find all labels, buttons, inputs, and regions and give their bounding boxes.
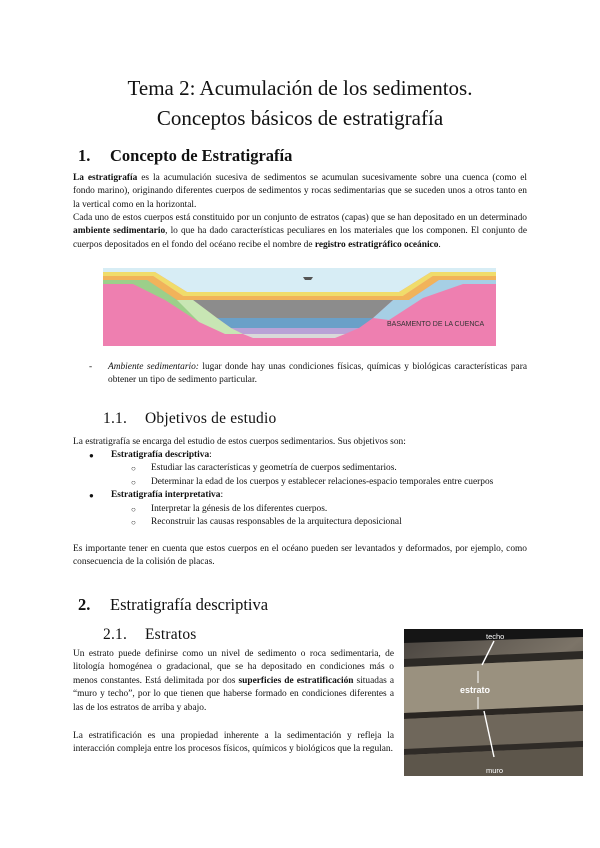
list-item: ● Estratigrafía descriptiva: ○ Estudiar las características y geometría de cuerpos sedimentarios. ○ Determinar la edad de los cuerpos y establecer relaciones-espacio temporales entre cuerpos [75,449,535,489]
basin-fill-blue [217,318,373,328]
document-title-line1: Tema 2: Acumulación de los sedimentos. [127,76,473,100]
objetivos-intro: La estratigrafía se encarga del estudio de estos cuerpos sedimentarios. Sus objetivos son: [73,437,406,447]
basin-fill-light [243,334,345,338]
paragraph-estratigrafia [73,172,527,212]
paragraph-text: . [438,239,441,250]
sub-item-text: Estudiar las características y geometría de cuerpos sedimentarios. [151,463,397,474]
item-label: Estratigrafía descriptiva [111,450,210,460]
section-1-heading [78,146,292,166]
section-title: Objetivos de estudio [145,410,277,427]
basin-diagram-figure [103,268,496,346]
sub-item-text: Determinar la edad de los cuerpos y establecer relaciones-espacio temporales entre cuerpos [151,476,494,487]
item-label: Estratigrafía interpretativa [111,490,221,501]
basin-fill-grey [193,300,393,318]
paragraph-text: , lo que ha dado características peculiares en los materiales que los componen. El conjunto de cuerpos depositados en el fondo del océano recibe el nombre de [73,226,527,250]
bullet-icon: ● [89,451,94,460]
sub-list-item [111,516,535,529]
section-number: 2. [78,595,91,614]
section-2-1-heading [103,626,197,644]
term-ambiente: Ambiente sedimentario: [108,362,199,372]
term-superficies-estratificacion: superficies de estratificación [238,675,354,686]
objetivos-list [75,449,535,529]
circle-bullet-icon: ○ [131,477,136,487]
paragraph-text: Cada uno de estos cuerpos está constituido por un conjunto de estratos (capas) que se han depositado en un determinado [73,213,527,223]
section-title: Estratos [145,626,197,643]
sub-item-text: Reconstruir las causas responsables de la arquitectura deposicional [151,517,402,528]
paragraph-estrato-definition [73,648,394,715]
basin-fill-purple [231,328,359,334]
circle-bullet-icon: ○ [131,464,136,474]
circle-bullet-icon: ○ [131,518,136,528]
list-item: ● Estratigrafía interpretativa: ○ Interpretar la génesis de los diferentes cuerpos. ○ Reconstruir las causas responsables de la arquitectura deposicional [75,489,535,529]
section-title: Concepto de Estratigrafía [110,146,293,165]
sub-list-item [111,476,535,489]
dash-bullet: - [89,362,93,372]
section-title: Estratigrafía descriptiva [110,595,269,614]
basement-label: BASAMENTO DE LA CUENCA [387,321,485,328]
paragraph-text: situadas a “muro y techo”, por lo que tienen que haberse formado en condiciones diferentes a las de los estratos de arriba y abajo. [73,675,394,713]
strata-bed [404,659,583,713]
term-estratigrafia: La estratigrafía [73,173,138,183]
circle-bullet-icon: ○ [131,504,136,514]
section-number: 1. [78,146,91,165]
paragraph-estratificacion: La estratificación es una propiedad inherente a la sedimentación y refleja la interacción compleja entre los procesos físicos, químicos y biológicos que la regulan. [73,731,394,755]
techo-label: techo [486,632,505,641]
section-2-heading [78,595,268,615]
document-title-line2: Conceptos básicos de estratigrafía [156,106,444,130]
term-ambiente-sedimentario: ambiente sedimentario [73,226,166,237]
section-1-1-heading [103,410,276,428]
note-paragraph: Es importante tener en cuenta que estos cuerpos en el océano pueden ser levantados y deformados, por ejemplo, como consecuencia de la colisión de placas. [73,544,527,568]
paragraph-text: Un estrato puede definirse como un nivel de sedimento o roca sedimentaria, de litología homogénea o gradacional, que se ha depositado en condiciones más o menos constantes. Está delimitada por dos [73,649,394,686]
sub-list-item [111,462,535,475]
section-number: 2.1. [103,626,128,643]
paragraph-cuerpos [73,212,527,252]
sub-item-text: Interpretar la génesis de los diferentes cuerpos. [151,503,328,514]
paragraph-text: es la acumulación sucesiva de sedimentos se acumulan sucesivamente sobre una cuenca (como el fondo marino), originando diferentes cuerpos de sedimentos y rocas sedimentarias que se suceden unos a otros tanto en la vertical como en la horizontal. [73,173,527,210]
term-registro-estratigrafico: registro estratigráfico oceánico [314,239,439,250]
bullet-icon: ● [89,491,94,501]
strata-photo [404,629,583,776]
estrato-label: estrato [460,685,491,695]
definition-text: lugar donde hay unas condiciones físicas, químicas y biológicas características para obtener un tipo de sedimento particular. [108,362,527,386]
muro-label: muro [486,766,504,775]
section-number: 1.1. [103,410,128,427]
definition-ambiente-sedimentario [108,361,527,388]
sub-list-item [111,503,535,516]
